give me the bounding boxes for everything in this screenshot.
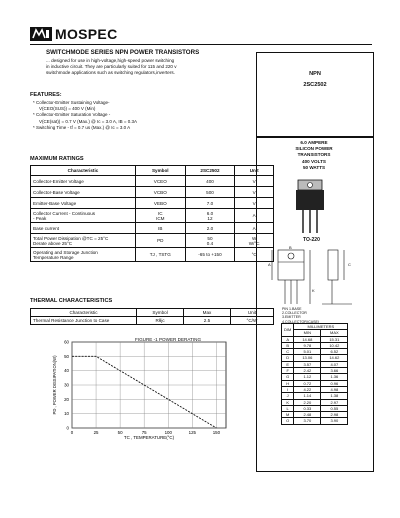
dim-max: 2.97	[321, 399, 348, 405]
dim-max: 1.38	[321, 393, 348, 399]
dim-min: 5.01	[294, 349, 321, 355]
rating-characteristic: Collector-Emitter Voltage	[31, 176, 136, 187]
rating-characteristic: Collector Current - Continuous - Peak	[31, 209, 136, 223]
rating-value: 400	[185, 176, 235, 187]
intro-line: in inductive circuit. They are particularly suited for 115 and 220 v	[46, 64, 177, 70]
dim-letter: H	[282, 380, 294, 386]
pin-note	[282, 307, 319, 324]
dim-letter: G	[282, 374, 294, 380]
max-ratings-row	[31, 187, 274, 198]
x-axis-label: TC , TEMPERATURE(°C)	[123, 435, 175, 440]
dim-letter: A	[282, 336, 294, 342]
svg-text:K: K	[312, 288, 315, 293]
brand-name: MOSPEC	[55, 26, 118, 42]
col-symbol: Symbol	[136, 309, 183, 317]
x-tick-label: 0	[70, 430, 74, 435]
col-unit: Unit	[235, 166, 274, 176]
rating-characteristic: Base current	[31, 223, 136, 234]
svg-text:B: B	[289, 246, 292, 250]
feature-item: V(CE(sat)) = 0.7 V (Max.) @ Ic = 3.0 A, IB = 0.3A	[39, 118, 137, 124]
pin-note-line: 2.COLLECTOR	[282, 311, 307, 316]
rating-unit: V	[235, 198, 274, 209]
rating-symbol: VCEO	[135, 176, 185, 187]
rating-value: 50 0.4	[185, 234, 235, 248]
brand-logo	[30, 26, 117, 42]
figure-title: FIGURE -1 POWER DERATING	[135, 337, 202, 342]
dim-min: 13.06	[294, 355, 321, 361]
rating-characteristic: Total Power Dissipation @TC = 25°C Derate above 25°C	[31, 234, 136, 248]
thermal-char: Thermal Resistance Junction to Case	[31, 317, 137, 325]
dim-max: 3.90	[321, 418, 348, 424]
dim-letter: M	[282, 412, 294, 418]
dim-max: 1.36	[321, 374, 348, 380]
rating-characteristic: Emitter-Base Voltage	[31, 198, 136, 209]
part-number-box	[256, 52, 374, 138]
dim-letter: B	[282, 342, 294, 348]
dim-min: 14.68	[294, 336, 321, 342]
dim-max: 4.98	[321, 386, 348, 392]
to220-package-image	[290, 178, 330, 236]
series-title: SWITCHMODE SERIES NPN POWER TRANSISTORS	[46, 49, 200, 56]
max-ratings-row	[31, 234, 274, 248]
package-outline-drawing	[262, 246, 368, 308]
dim-min: 3.70	[294, 418, 321, 424]
dimension-table	[281, 323, 348, 425]
y-tick-label: 50	[64, 353, 69, 359]
rating-symbol: IB	[135, 223, 185, 234]
rating-symbol: TJ , TSTG	[135, 248, 185, 262]
x-tick-label: 150	[212, 430, 221, 435]
rating-symbol: IC ICM	[135, 209, 185, 223]
rating-unit: A	[235, 223, 274, 234]
spec-line: 50 WATTS	[302, 164, 326, 170]
dim-min: 3.57	[294, 361, 321, 367]
millimeters-header: MILLIMETERS	[294, 324, 348, 330]
max-ratings-table	[30, 165, 274, 262]
dim-min: 0.72	[294, 380, 321, 386]
dim-min: 4.22	[294, 386, 321, 392]
rating-value: -65 to +150	[185, 248, 235, 262]
col-characteristic: Characteristic	[31, 166, 136, 176]
dim-header: DIM	[282, 324, 294, 337]
dim-letter: F	[282, 368, 294, 374]
svg-text:C: C	[348, 262, 351, 267]
rating-value: 7.0	[185, 198, 235, 209]
col-max: Max	[184, 309, 231, 317]
dim-max: 0.96	[321, 380, 348, 386]
pin-note-line: 4.COLLECTOR(CASE)	[282, 319, 320, 324]
rating-unit: V	[235, 176, 274, 187]
col-unit: Unit	[230, 309, 273, 317]
y-tick-label: 10	[64, 411, 69, 417]
dim-min: 2.42	[294, 368, 321, 374]
svg-text:A: A	[268, 262, 271, 267]
dim-letter: K	[282, 399, 294, 405]
x-tick-label: 25	[93, 430, 99, 435]
dim-min: 1.12	[294, 374, 321, 380]
features-title: FEATURES:	[30, 92, 62, 98]
max-ratings-row	[31, 209, 274, 223]
rating-value: 6.0 12	[185, 209, 235, 223]
dim-max: 3.66	[321, 368, 348, 374]
package-label: TO-220	[303, 237, 320, 243]
pin-note-line: 3.EMITTER	[282, 315, 301, 320]
dim-letter: O	[282, 418, 294, 424]
y-tick-label: 40	[64, 368, 69, 374]
power-derating-chart	[30, 330, 274, 440]
dim-letter: D	[282, 355, 294, 361]
y-tick-label: 20	[64, 396, 69, 402]
dim-max: 15.31	[321, 336, 348, 342]
thermal-symbol: Rθjc	[136, 317, 183, 325]
spec-line: 6.0 AMPERE	[300, 140, 328, 145]
thermal-max: 2.5	[184, 317, 231, 325]
thermal-unit: °C/W	[230, 317, 273, 325]
max-ratings-row	[31, 248, 274, 262]
dim-min: 9.78	[294, 342, 321, 348]
pin-note-line: PIN 1.BASE	[282, 307, 302, 311]
rating-symbol: VCBO	[135, 187, 185, 198]
max-ratings-row	[31, 223, 274, 234]
x-tick-label: 100	[164, 430, 172, 435]
rating-symbol: VEBO	[135, 198, 185, 209]
dim-letter: I	[282, 386, 294, 392]
dim-max: 14.62	[321, 355, 348, 361]
spec-line: 400 VOLTS	[302, 158, 326, 164]
rating-unit: W W/°C	[235, 234, 274, 248]
intro-line: switchmode applications such as switching regulators,inverters.	[46, 70, 175, 76]
col-symbol: Symbol	[135, 166, 185, 176]
dim-max: 10.42	[321, 342, 348, 348]
x-tick-label: 50	[117, 430, 123, 435]
col-characteristic: Characteristic	[31, 309, 137, 317]
feature-item: * Collector-Emitter Sustaining Voltage-	[33, 100, 110, 105]
features-list	[33, 100, 243, 131]
intro-line: ... designed for use in high-voltage,high-speed power switching	[46, 58, 175, 63]
dim-letter: J	[282, 393, 294, 399]
dim-max: 6.52	[321, 349, 348, 355]
feature-item: V(CEO(SUS)) = 400 V (Min)	[39, 106, 96, 112]
x-tick-label: 125	[188, 430, 196, 435]
dimension-row	[282, 418, 348, 424]
spec-line: TRANSISTORS	[297, 152, 331, 158]
header-rule	[30, 44, 372, 45]
dim-max: 2.98	[321, 412, 348, 418]
feature-item: * Collector-Emitter Saturation Voltage -	[33, 112, 111, 118]
spec-line: SILICON POWER	[295, 146, 333, 152]
y-axis-label: PD , POWER DISSIPATION(W)	[52, 355, 57, 415]
thermal-title: THERMAL CHARACTERISTICS	[30, 298, 113, 304]
intro-text	[46, 58, 236, 77]
max-ratings-row	[31, 198, 274, 209]
x-tick-label: 75	[141, 430, 147, 435]
rating-value: 500	[185, 187, 235, 198]
dim-min: 0.33	[294, 405, 321, 411]
dim-min: 2.20	[294, 399, 321, 405]
max-ratings-title: MAXIMUM RATINGS	[30, 156, 84, 162]
thermal-table	[30, 308, 274, 325]
mospec-logo-icon	[30, 27, 52, 41]
col-part: 2SC2502	[185, 166, 235, 176]
y-tick-label: 60	[64, 339, 69, 345]
rating-symbol: PD	[135, 234, 185, 248]
rating-unit: °C	[235, 248, 274, 262]
max-header: MAX	[321, 330, 348, 336]
dim-max: 4.07	[321, 361, 348, 367]
max-ratings-row	[31, 176, 274, 187]
dim-letter: C	[282, 349, 294, 355]
dim-min: 1.14	[294, 393, 321, 399]
feature-item: * Switching Time - tf = 0.7 us (Max.) @ Ic = 3.0 A	[33, 124, 131, 130]
rating-characteristic: Operating and Storage Junction Temperature Range	[31, 248, 136, 262]
dim-letter: L	[282, 405, 294, 411]
dim-letter: E	[282, 361, 294, 367]
min-header: MIN	[294, 330, 321, 336]
rating-unit: A	[235, 209, 274, 223]
rating-value: 2.0	[185, 223, 235, 234]
y-tick-label: 30	[64, 382, 69, 388]
rating-unit: V	[235, 187, 274, 198]
part-number: 2SC2502	[303, 82, 327, 88]
part-type: NPN	[309, 71, 321, 77]
dim-max: 0.55	[321, 405, 348, 411]
dim-min: 2.48	[294, 412, 321, 418]
y-tick-label: 0	[66, 425, 69, 431]
rating-characteristic: Collector-Base Voltage	[31, 187, 136, 198]
